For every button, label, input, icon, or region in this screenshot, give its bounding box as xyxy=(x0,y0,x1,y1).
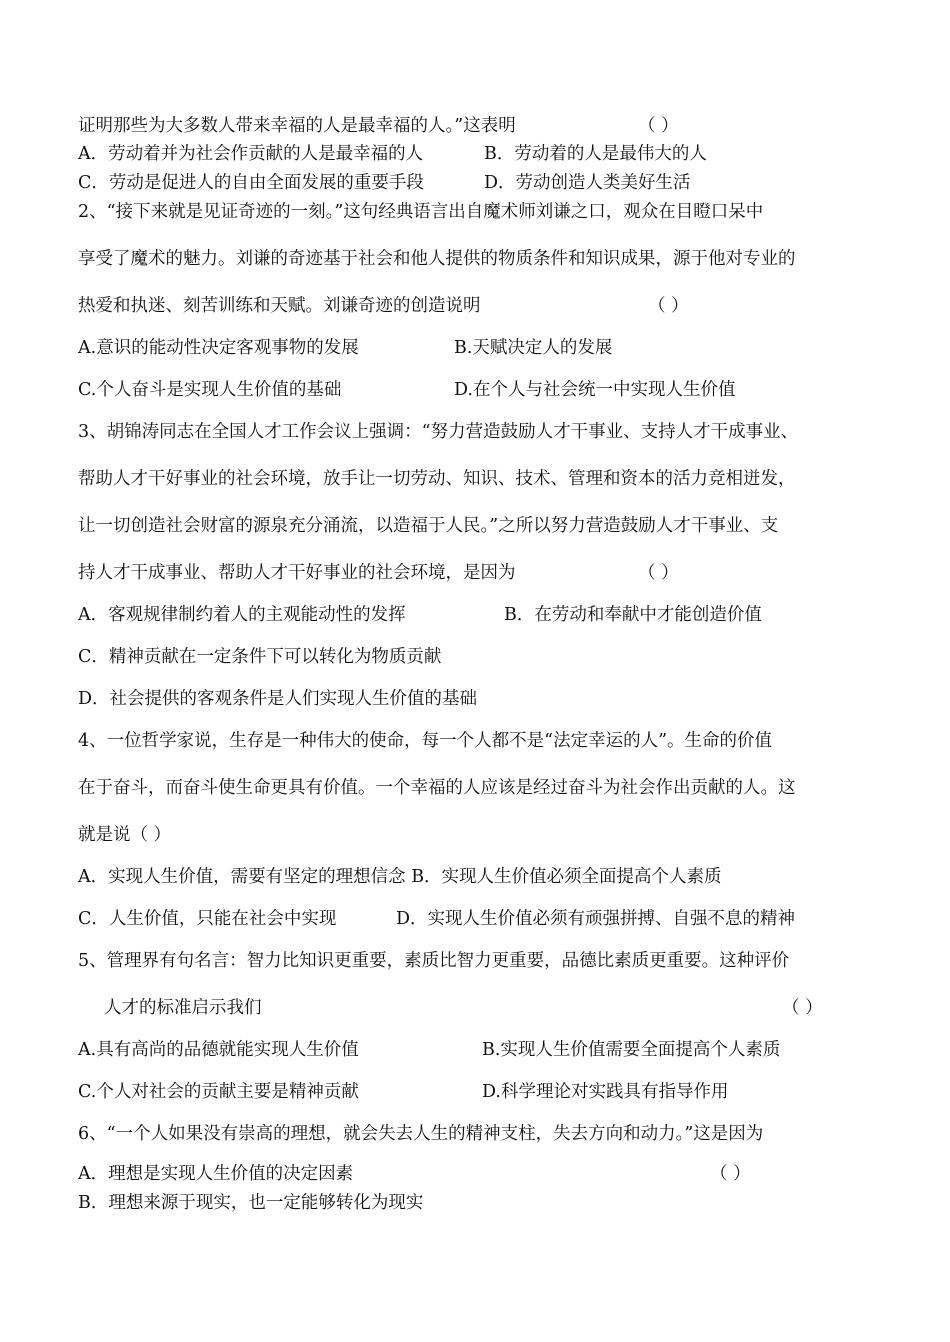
question-text: 证明那些为大多数人带来幸福的人是最幸福的人。”这表明 xyxy=(78,116,516,136)
option-b: B.实现人生价值需要全面提高个人素质 xyxy=(482,1040,781,1060)
option-row xyxy=(78,1039,781,1061)
question-3-line: 3、胡锦涛同志在全国人才工作会议上强调：“努力营造鼓励人才干事业、支持人才干成事业、 xyxy=(78,422,799,442)
answer-bracket: （ ） xyxy=(638,116,679,136)
option-row xyxy=(78,379,736,401)
question-3-line: 帮助人才干好事业的社会环境，放手让一切劳动、知识、技术、管理和资本的活力竞相迸发， xyxy=(78,469,796,489)
option-b: B．劳动着的人是最伟大的人 xyxy=(484,144,707,164)
question-6-line: 6、“一个人如果没有崇高的理想，就会失去人生的精神支柱，失去方向和动力。”这是因为 xyxy=(78,1124,764,1144)
option-b: B．理想来源于现实，也一定能够转化为现实 xyxy=(78,1193,424,1213)
option-c: C．人生价值，只能在社会中实现 xyxy=(78,909,337,929)
option-row xyxy=(78,604,762,626)
answer-bracket: （ ） xyxy=(648,296,689,316)
question-4-line: 在于奋斗，而奋斗使生命更具有价值。一个幸福的人应该是经过奋斗为社会作出贡献的人。这 xyxy=(78,778,796,798)
option-a: A．理想是实现人生价值的决定因素 xyxy=(78,1164,354,1184)
answer-bracket: （ ） xyxy=(782,998,823,1018)
answer-bracket: （ ） xyxy=(638,563,679,583)
question-text: 持人才干成事业、帮助人才干好事业的社会环境，是因为 xyxy=(78,563,516,583)
option-row-ab: A．实现人生价值，需要有坚定的理想信念 B．实现人生价值必须全面提高个人素质 xyxy=(78,867,722,887)
option-c: C.个人奋斗是实现人生价值的基础 xyxy=(78,380,342,400)
option-row xyxy=(78,1163,751,1185)
question-3-line: 让一切创造社会财富的源泉充分涌流，以造福于人民。”之所以努力营造鼓励人才干事业、支 xyxy=(78,516,779,536)
option-row xyxy=(78,172,691,194)
option-c: C．精神贡献在一定条件下可以转化为物质贡献 xyxy=(78,647,442,667)
option-d: D.科学理论对实践具有指导作用 xyxy=(482,1082,729,1102)
option-a: A.意识的能动性决定客观事物的发展 xyxy=(78,338,359,358)
question-text: 热爱和执迷、刻苦训练和天赋。刘谦奇迹的创造说明 xyxy=(78,296,481,316)
option-a: A．客观规律制约着人的主观能动性的发挥 xyxy=(78,605,406,625)
question-2-line: 2、“接下来就是见证奇迹的一刻。”这句经典语言出自魔术师刘谦之口，观众在目瞪口呆中 xyxy=(78,202,764,222)
question-text: 人才的标准启示我们 xyxy=(104,998,262,1018)
question-stem-continuation xyxy=(78,115,679,137)
option-d: D．劳动创造人类美好生活 xyxy=(484,173,691,193)
option-b: B.天赋决定人的发展 xyxy=(454,338,613,358)
option-a: A．劳动着并为社会作贡献的人是最幸福的人 xyxy=(78,144,424,164)
option-b: B．在劳动和奉献中才能创造价值 xyxy=(504,605,762,625)
question-5-line xyxy=(104,997,823,1019)
question-4-line: 4、一位哲学家说，生存是一种伟大的使命，每一个人都不是“法定幸运的人”。生命的价值 xyxy=(78,731,773,751)
answer-bracket: （ ） xyxy=(710,1164,751,1184)
option-row xyxy=(78,143,707,165)
option-row xyxy=(78,908,796,930)
option-d: D．社会提供的客观条件是人们实现人生价值的基础 xyxy=(78,689,478,709)
option-c: C.个人对社会的贡献主要是精神贡献 xyxy=(78,1082,359,1102)
option-d: D.在个人与社会统一中实现人生价值 xyxy=(454,380,736,400)
question-5-line: 5、管理界有句名言：智力比知识更重要，素质比智力更重要，品德比素质更重要。这种评价 xyxy=(78,951,790,971)
option-row xyxy=(78,337,613,359)
question-3-line xyxy=(78,562,679,584)
question-2-line: 享受了魔术的魅力。刘谦的奇迹基于社会和他人提供的物质条件和知识成果，源于他对专业的 xyxy=(78,249,796,269)
question-2-line xyxy=(78,295,689,317)
option-d: D．实现人生价值必须有顽强拼搏、自强不息的精神 xyxy=(396,909,796,929)
option-a: A.具有高尚的品德就能实现人生价值 xyxy=(78,1040,359,1060)
question-4-line: 就是说（ ） xyxy=(78,825,172,845)
option-row xyxy=(78,1081,729,1103)
option-c: C．劳动是促进人的自由全面发展的重要手段 xyxy=(78,173,424,193)
